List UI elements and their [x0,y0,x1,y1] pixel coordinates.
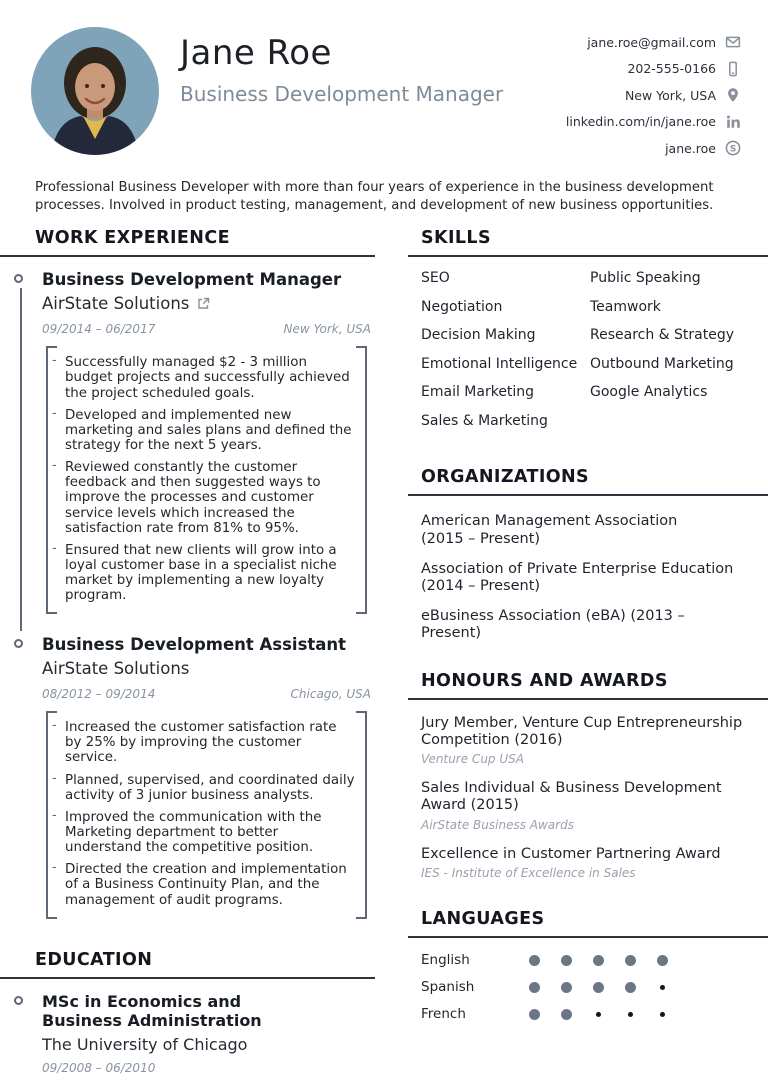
contact-phone-value: 202-555-0166 [627,61,716,77]
contact-skype-row [566,135,741,162]
right-column [408,228,768,1027]
job-highlights-list [48,355,355,603]
language-row [421,1001,755,1028]
bullet-item: - Successfully managed $2 - 3 million budget projects and successfully achieved the project scheduled goals. [48,355,355,400]
timeline-ring [14,274,23,283]
language-level-dot-filled [561,955,572,966]
job-title: Business Development Manager [42,270,342,290]
skill-item: Decision Making [421,327,536,344]
language-level-dot-filled [657,955,668,966]
language-level-dot-filled [593,955,604,966]
profile-photo [31,27,159,155]
award-title: Sales Individual & Business Development Award (2015) [421,780,722,814]
language-level-dot-filled [529,1009,540,1020]
award-item [421,715,748,766]
language-level-dots [518,982,678,993]
language-name: Spanish [421,979,475,996]
skill-item: Research & Strategy [590,327,735,344]
organizations-heading: ORGANIZATIONS [408,467,768,496]
svg-text:S: S [729,144,737,155]
contact-location-value: New York, USA [624,87,716,103]
bullet-item: - Increased the customer satisfaction rate by 25% by improving the customer service. [48,720,355,765]
contact-linkedin-row [566,109,741,136]
award-issuer: Venture Cup USA [421,752,524,767]
language-level-dot-filled [529,955,540,966]
job-meta [42,687,371,701]
language-level-dots [518,1009,678,1020]
organization-item [421,608,748,642]
skills-list [408,257,768,441]
language-level-dots [518,955,678,966]
education-dates: 09/2008 – 06/2010 [42,1060,156,1075]
identity-block [180,27,503,162]
organization-item [421,513,748,547]
school: The University of Chicago [42,1034,248,1054]
award-issuer: IES - Institute of Excellence in Sales [421,865,636,880]
job-location: New York, USA [283,322,371,337]
language-name: English [421,952,470,969]
bullet-item: - Reviewed constantly the customer feedback and then suggested ways to improve the processes and customer service levels which increased the satisfaction rate from 81% to 95%. [48,460,355,536]
language-level-dot-filled [561,1009,572,1020]
contact-location-row [566,82,741,109]
language-level-dot-filled [625,955,636,966]
timeline-ring [14,996,23,1005]
job-highlights-list [48,720,355,908]
contact-linkedin-value: linkedin.com/in/jane.roe [565,114,716,130]
job-entry [0,635,375,918]
job-meta [42,322,371,336]
language-level-dot-empty [660,985,665,990]
skill-item: Teamwork [590,298,661,315]
profile-photo-illustration [31,27,159,155]
language-level-dot-empty [596,1012,601,1017]
bullet-item: - Developed and implemented new marketing and sales plans and defined the strategy for the next 5 years. [48,408,355,453]
job-entry [0,270,375,614]
language-level-dot-empty [660,1012,665,1017]
language-row [421,947,755,974]
skills-column-1 [421,270,590,441]
linkedin-icon [725,114,741,130]
company-name: AirState Solutions [42,659,190,679]
awards-list [408,700,768,880]
job-title: Business Development Assistant [42,635,347,655]
organization-name: Association of Private Enterprise Education [421,560,734,577]
education-heading: EDUCATION [0,950,375,979]
skills-column-2 [590,270,755,441]
job-location: Chicago, USA [290,687,371,702]
external-link-icon[interactable] [197,297,210,310]
skill-item: Google Analytics [590,384,708,401]
work-experience-heading: WORK EXPERIENCE [0,228,375,257]
language-level-dot-empty [628,1012,633,1017]
bullet-item: - Planned, supervised, and coordinated daily activity of 3 junior business analysts. [48,773,355,803]
company-row [42,659,371,678]
person-name: Jane Roe [180,33,332,73]
contact-phone-row [566,56,741,83]
timeline-ring [14,639,23,648]
education-entry [0,992,375,1075]
skill-item: Sales & Marketing [421,412,548,429]
languages-heading: LANGUAGES [408,909,768,938]
contact-email-row [566,29,741,56]
job-highlights-frame [46,711,367,919]
organization-dates: (2015 – Present) [421,530,541,547]
timeline-line [20,288,22,631]
organization-item [421,561,748,595]
organization-dates: (2014 – Present) [421,577,541,594]
location-icon [725,87,741,103]
degree: MSc in Economics and Business Administration [42,991,262,1031]
skill-item: SEO [421,270,450,287]
skill-item: Outbound Marketing [590,355,734,372]
award-title: Jury Member, Venture Cup Entrepreneurship Competition (2016) [421,715,743,749]
skill-item: Emotional Intelligence [421,355,578,372]
email-icon [725,34,741,50]
job-dates: 08/2012 – 09/2014 [42,687,156,702]
bullet-item: - Improved the communication with the Marketing department to better understand the competitive position. [48,810,355,855]
left-column [0,228,375,1074]
organization-name: American Management Association [421,513,678,530]
job-dates: 09/2014 – 06/2017 [42,322,156,337]
contact-info [566,27,741,162]
award-title: Excellence in Customer Partnering Award [421,845,721,862]
skill-item: Email Marketing [421,384,535,401]
bullet-item: - Ensured that new clients will grow into a loyal customer base in a specialist niche market by implementing a new loyalty program. [48,543,355,604]
content-columns [0,228,768,1074]
language-level-dot-filled [593,982,604,993]
skill-item: Negotiation [421,298,503,315]
language-row [421,974,755,1001]
person-job-title: Business Development Manager [180,82,504,106]
award-item [421,780,748,831]
language-level-dot-filled [561,982,572,993]
skype-icon [725,140,741,156]
skills-heading: SKILLS [408,228,768,257]
company-row [42,294,371,313]
phone-icon [725,61,741,77]
bullet-item: - Directed the creation and implementation of a Business Continuity Plan, and the management of audit programs. [48,862,355,907]
job-highlights-frame [46,346,367,614]
header [0,0,768,162]
language-name: French [421,1006,466,1023]
company-name: AirState Solutions [42,294,190,314]
award-item [421,846,748,880]
organization-name: eBusiness Association (eBA) (2013 – Present) [421,607,685,642]
language-level-dot-filled [529,982,540,993]
contact-email-value: jane.roe@gmail.com [587,34,716,50]
summary-text: Professional Business Developer with more than four years of experience in the business development processes. Involved in product testing, management, and development of new business opportunities. [35,179,714,213]
language-level-dot-filled [625,982,636,993]
skill-item: Public Speaking [590,270,701,287]
contact-skype-value: jane.roe [665,140,716,156]
honours-heading: HONOURS AND AWARDS [408,671,768,700]
languages-list [408,938,768,1028]
award-issuer: AirState Business Awards [421,817,574,832]
organizations-list [408,496,768,642]
